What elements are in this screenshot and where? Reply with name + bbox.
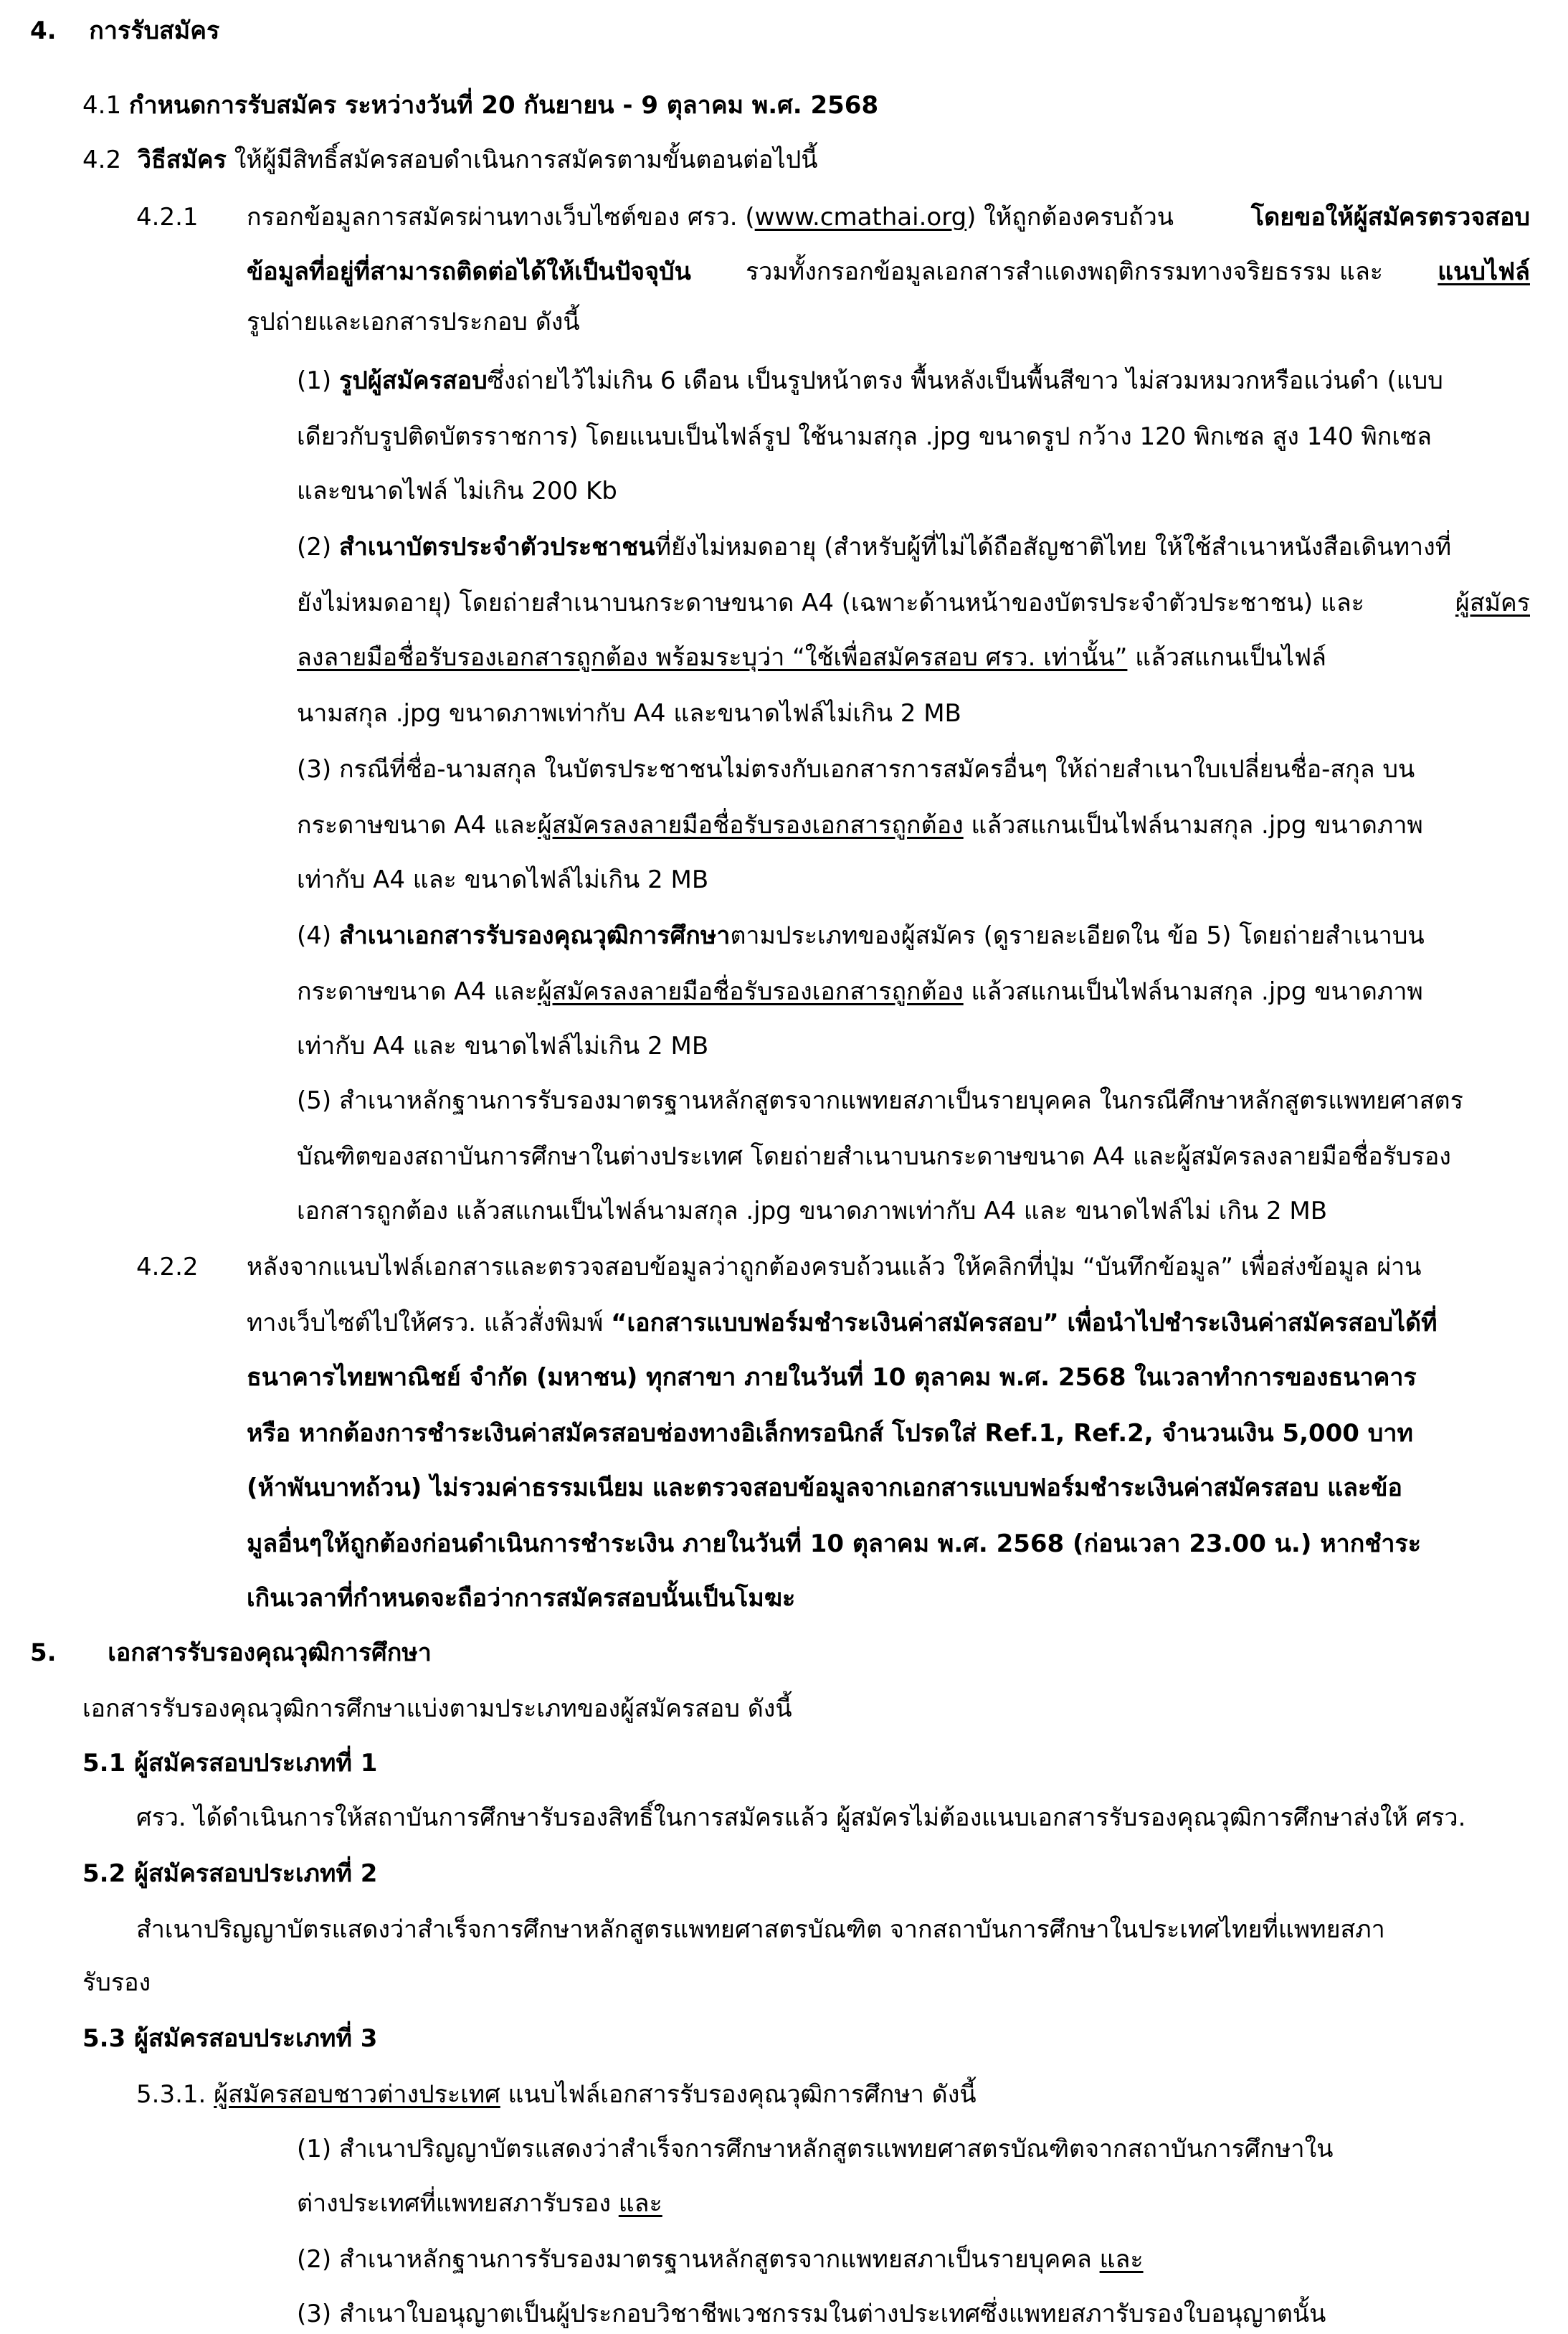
item-4-2-2-line-4: หรือ หากต้องการชำระเงินค่าสมัครสอบช่องทางอิเล็กทรอนิกส์ โปรดใส่ Ref.1, Ref.2, จำนวนเงิน 5,000 บาท — [247, 1419, 1413, 1448]
section-4-heading — [30, 14, 219, 47]
section-5-heading — [30, 1636, 432, 1669]
subsection-5-3-1-item-3: (3) สำเนาใบอนุญาตเป็นผู้ประกอบวิชาชีพเวชกรรมในต่างประเทศซึ่งแพทยสภารับรองใบอนุญาตนั้น — [297, 2300, 1326, 2328]
subsection-5-3-1-item-2: (2) สำเนาหลักฐานการรับรองมาตรฐานหลักสูตรจากแพทยสภาเป็นรายบุคคล และ — [297, 2245, 1144, 2274]
item-4-2-1-line-2: ข้อมูลที่อยู่ที่สามารถติดต่อได้ให้เป็นปัจจุบัน รวมทั้งกรอกข้อมูลเอกสารสำแดงพฤติกรรมทางจริยธรรม และ แนบไฟล์ — [247, 257, 1530, 286]
item-4-2-2-number: 4.2.2 — [136, 1253, 199, 1281]
section-title: การรับสมัคร — [89, 16, 220, 45]
item-number: 4.1 — [82, 91, 122, 120]
item-4-2-2-line-7: เกินเวลาที่กำหนดจะถือว่าการสมัครสอบนั้นเป็นโมฆะ — [247, 1584, 796, 1613]
item-4-2-1-number: 4.2.1 — [136, 203, 199, 232]
subsection-5-2-line-1: สำเนาปริญญาบัตรแสดงว่าสำเร็จการศึกษาหลักสูตรแพทยศาสตรบัณฑิต จากสถาบันการศึกษาในประเทศไทยที่แพทยสภา — [136, 1915, 1385, 1944]
item-4-2-2-line-5: (ห้าพันบาทถ้วน) ไม่รวมค่าธรรมเนียม และตรวจสอบข้อมูลจากเอกสารแบบฟอร์มชำระเงินค่าสมัครสอบ และข้อ — [247, 1474, 1402, 1502]
method-text: ให้ผู้มีสิทธิ์สมัครสอบดำเนินการสมัครตามขั้นตอนต่อไปนี้ — [226, 146, 818, 174]
sub-item-1-line-3: และขนาดไฟล์ ไม่เกิน 200 Kb — [297, 477, 617, 506]
sub-item-3-line-1: (3) กรณีที่ชื่อ-นามสกุล ในบัตรประชาชนไม่ตรงกับเอกสารการสมัครอื่นๆ ให้ถ่ายสำเนาใบเปลี่ยนชื่อ-สกุล บน — [297, 755, 1415, 784]
sub-item-1-line-2: เดียวกับรูปติดบัตรราชการ) โดยแนบเป็นไฟล์รูป ใช้นามสกุล .jpg ขนาดรูป กว้าง 120 พิกเซล สูง 140 พิกเซล — [297, 422, 1432, 451]
sub-item-2-line-1: (2) สำเนาบัตรประจำตัวประชาชนที่ยังไม่หมดอายุ (สำหรับผู้ที่ไม่ได้ถือสัญชาติไทย ให้ใช้สำเนาหนังสือเดินทางที่ — [297, 533, 1452, 561]
item-number: 4.2 — [82, 146, 122, 174]
item-4-2-2-line-6: มูลอื่นๆให้ถูกต้องก่อนดำเนินการชำระเงิน ภายในวันที่ 10 ตุลาคม พ.ศ. 2568 (ก่อนเวลา 23.00 น.) หากชำระ — [247, 1529, 1422, 1558]
subsection-5-1-title: 5.1 ผู้สมัครสอบประเภทที่ 1 — [82, 1749, 378, 1778]
sub-item-5-line-2: บัณฑิตของสถาบันการศึกษาในต่างประเทศ โดยถ่ายสำเนาบนกระดาษขนาด A4 และผู้สมัครลงลายมือชื่อรับรอง — [297, 1142, 1451, 1171]
sub-item-3-line-2: กระดาษขนาด A4 และผู้สมัครลงลายมือชื่อรับรองเอกสารถูกต้อง แล้วสแกนเป็นไฟล์นามสกุล .jpg ขนาดภาพ — [297, 811, 1423, 840]
sub-item-2-line-2: ยังไม่หมดอายุ) โดยถ่ายสำเนาบนกระดาษขนาด A4 (เฉพาะด้านหน้าของบัตรประจำตัวประชาชน) และ ผู้สมัคร — [297, 589, 1530, 617]
subsection-5-3-1: 5.3.1. ผู้สมัครสอบชาวต่างประเทศ แนบไฟล์เอกสารรับรองคุณวุฒิการศึกษา ดังนี้ — [136, 2080, 977, 2109]
item-4-2-2-line-1: หลังจากแนบไฟล์เอกสารและตรวจสอบข้อมูลว่าถูกต้องครบถ้วนแล้ว ให้คลิกที่ปุ่ม “บันทึกข้อมูล” เพื่อส่งข้อมูล ผ่าน — [247, 1253, 1422, 1281]
subsection-5-1-text: ศรว. ได้ดำเนินการให้สถาบันการศึกษารับรองสิทธิ์ในการสมัครแล้ว ผู้สมัครไม่ต้องแนบเอกสารรับรองคุณวุฒิการศึกษาส่งให้ ศรว. — [136, 1803, 1466, 1832]
subsection-5-3-1-item-1-line-1: (1) สำเนาปริญญาบัตรแสดงว่าสำเร็จการศึกษาหลักสูตรแพทยศาสตรบัณฑิตจากสถาบันการศึกษาใน — [297, 2135, 1334, 2163]
item-4-2-1-line-1: กรอกข้อมูลการสมัครผ่านทางเว็บไซต์ของ ศรว. (www.cmathai.org) ให้ถูกต้องครบถ้วน โดยขอให้ผู้สมัครตรวจสอบ — [247, 203, 1530, 232]
item-4-2-2-line-3: ธนาคารไทยพาณิชย์ จำกัด (มหาชน) ทุกสาขา ภายในวันที่ 10 ตุลาคม พ.ศ. 2568 ในเวลาทำการของธนาคาร — [247, 1363, 1417, 1392]
sub-item-5-line-3: เอกสารถูกต้อง แล้วสแกนเป็นไฟล์นามสกุล .jpg ขนาดภาพเท่ากับ A4 และ ขนาดไฟล์ไม่ เกิน 2 MB — [297, 1197, 1328, 1225]
sub-item-5-line-1: (5) สำเนาหลักฐานการรับรองมาตรฐานหลักสูตรจากแพทยสภาเป็นรายบุคคล ในกรณีศึกษาหลักสูตรแพทยศาสตร — [297, 1086, 1463, 1115]
sub-item-1-line-1: (1) รูปผู้สมัครสอบซึ่งถ่ายไว้ไม่เกิน 6 เดือน เป็นรูปหน้าตรง พื้นหลังเป็นพื้นสีขาว ไม่สวมหมวกหรือแว่นดำ (แบบ — [297, 366, 1443, 395]
section-number: 4. — [30, 16, 57, 45]
subsection-5-2-line-2: รับรอง — [82, 1968, 151, 1997]
sub-item-2-line-4: นามสกุล .jpg ขนาดภาพเท่ากับ A4 และขนาดไฟล์ไม่เกิน 2 MB — [297, 699, 961, 728]
section-title: เอกสารรับรองคุณวุฒิการศึกษา — [108, 1638, 432, 1667]
section-number: 5. — [30, 1638, 57, 1667]
subsection-5-2-title: 5.2 ผู้สมัครสอบประเภทที่ 2 — [82, 1859, 378, 1888]
website-link[interactable]: www.cmathai.org — [754, 203, 967, 232]
subsection-5-3-1-item-1-line-2: ต่างประเทศที่แพทยสภารับรอง และ — [297, 2189, 662, 2218]
item-4-2 — [82, 143, 818, 176]
sub-item-2-line-3: ลงลายมือชื่อรับรองเอกสารถูกต้อง พร้อมระบุว่า “ใช้เพื่อสมัครสอบ ศรว. เท่านั้น” แล้วสแกนเป็นไฟล์ — [297, 643, 1327, 672]
registration-period: กำหนดการรับสมัคร ระหว่างวันที่ 20 กันยายน - 9 ตุลาคม พ.ศ. 2568 — [128, 91, 879, 120]
item-4-2-2-line-2: ทางเว็บไซต์ไปให้ศรว. แล้วสั่งพิมพ์ “เอกสารแบบฟอร์มชำระเงินค่าสมัครสอบ” เพื่อนำไปชำระเงินค่าสมัครสอบได้ที่ — [247, 1309, 1438, 1337]
sub-item-3-line-3: เท่ากับ A4 และ ขนาดไฟล์ไม่เกิน 2 MB — [297, 865, 709, 894]
sub-item-4-line-2: กระดาษขนาด A4 และผู้สมัครลงลายมือชื่อรับรองเอกสารถูกต้อง แล้วสแกนเป็นไฟล์นามสกุล .jpg ขนาดภาพ — [297, 977, 1423, 1006]
section-5-intro: เอกสารรับรองคุณวุฒิการศึกษาแบ่งตามประเภทของผู้สมัครสอบ ดังนี้ — [82, 1694, 792, 1723]
item-4-2-1-line-3: รูปถ่ายและเอกสารประกอบ ดังนี้ — [247, 308, 580, 336]
subsection-5-3-title: 5.3 ผู้สมัครสอบประเภทที่ 3 — [82, 2024, 378, 2053]
sub-item-4-line-3: เท่ากับ A4 และ ขนาดไฟล์ไม่เกิน 2 MB — [297, 1032, 709, 1061]
method-label: วิธีสมัคร — [137, 146, 227, 174]
item-4-1 — [82, 89, 878, 122]
sub-item-4-line-1: (4) สำเนาเอกสารรับรองคุณวุฒิการศึกษาตามประเภทของผู้สมัคร (ดูรายละเอียดใน ข้อ 5) โดยถ่ายสำเนาบน — [297, 921, 1425, 950]
